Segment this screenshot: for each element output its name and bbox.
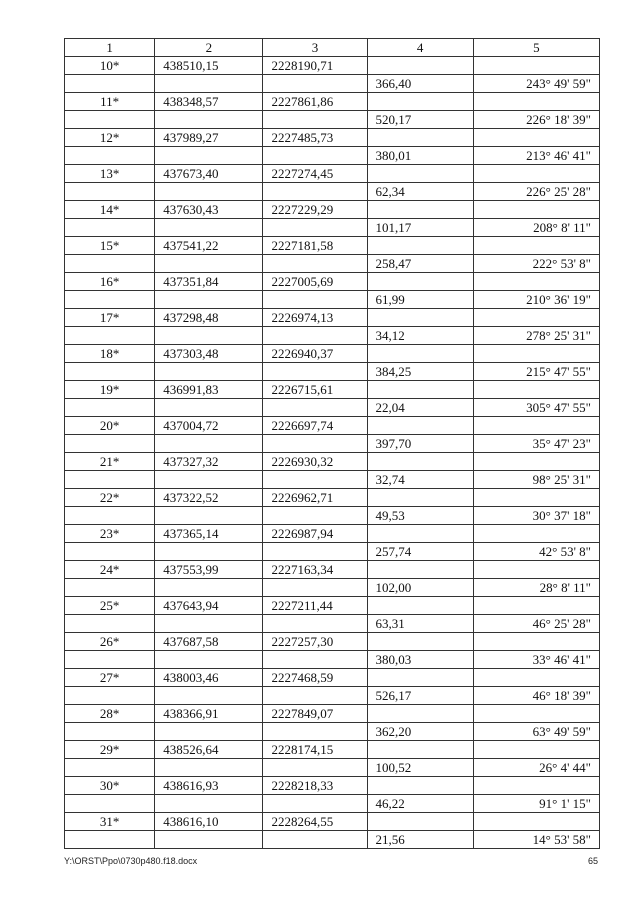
- footer-file-path: Y:\ORST\Ppo\0730p480.f18.docx: [64, 856, 198, 866]
- distance-cell: 61,99: [367, 291, 473, 309]
- table-row-segment: [65, 183, 600, 201]
- empty-cell: [263, 75, 367, 93]
- x-coordinate-cell: 438616,10: [155, 813, 263, 831]
- empty-cell: [155, 147, 263, 165]
- direction-angle-cell: 213° 46' 41": [473, 147, 599, 165]
- empty-cell: [367, 381, 473, 399]
- direction-angle-cell: 98° 25' 31": [473, 471, 599, 489]
- empty-cell: [155, 507, 263, 525]
- empty-cell: [65, 579, 155, 597]
- empty-cell: [155, 75, 263, 93]
- y-coordinate-cell: 2227468,59: [263, 669, 367, 687]
- table-row-segment: [65, 651, 600, 669]
- y-coordinate-cell: 2226962,71: [263, 489, 367, 507]
- table-row-segment: [65, 471, 600, 489]
- table-row-point: [65, 777, 600, 795]
- empty-cell: [155, 291, 263, 309]
- empty-cell: [473, 597, 599, 615]
- distance-cell: 257,74: [367, 543, 473, 561]
- empty-cell: [367, 777, 473, 795]
- point-id-cell: 18*: [65, 345, 155, 363]
- point-id-cell: 16*: [65, 273, 155, 291]
- y-coordinate-cell: 2227229,29: [263, 201, 367, 219]
- empty-cell: [263, 219, 367, 237]
- table-row-point: [65, 345, 600, 363]
- empty-cell: [263, 543, 367, 561]
- y-coordinate-cell: 2226930,32: [263, 453, 367, 471]
- y-coordinate-cell: 2227849,07: [263, 705, 367, 723]
- table-row-point: [65, 669, 600, 687]
- direction-angle-cell: 42° 53' 8": [473, 543, 599, 561]
- y-coordinate-cell: 2227211,44: [263, 597, 367, 615]
- point-id-cell: 15*: [65, 237, 155, 255]
- point-id-cell: 14*: [65, 201, 155, 219]
- empty-cell: [367, 93, 473, 111]
- empty-cell: [367, 669, 473, 687]
- table-row-point: [65, 597, 600, 615]
- table-row-point: [65, 489, 600, 507]
- empty-cell: [367, 165, 473, 183]
- empty-cell: [65, 723, 155, 741]
- point-id-cell: 25*: [65, 597, 155, 615]
- empty-cell: [263, 399, 367, 417]
- empty-cell: [263, 435, 367, 453]
- empty-cell: [65, 183, 155, 201]
- empty-cell: [263, 615, 367, 633]
- direction-angle-cell: 305° 47' 55": [473, 399, 599, 417]
- empty-cell: [473, 777, 599, 795]
- empty-cell: [65, 147, 155, 165]
- empty-cell: [367, 417, 473, 435]
- empty-cell: [367, 489, 473, 507]
- empty-cell: [473, 741, 599, 759]
- table-row-segment: [65, 543, 600, 561]
- x-coordinate-cell: 437989,27: [155, 129, 263, 147]
- table-row-segment: [65, 795, 600, 813]
- empty-cell: [367, 309, 473, 327]
- empty-cell: [155, 363, 263, 381]
- distance-cell: 32,74: [367, 471, 473, 489]
- empty-cell: [65, 435, 155, 453]
- coordinates-table: [64, 38, 600, 849]
- empty-cell: [263, 111, 367, 129]
- direction-angle-cell: 35° 47' 23": [473, 435, 599, 453]
- table-row-point: [65, 417, 600, 435]
- direction-angle-cell: 14° 53' 58": [473, 831, 599, 849]
- empty-cell: [155, 111, 263, 129]
- point-id-cell: 17*: [65, 309, 155, 327]
- empty-cell: [263, 291, 367, 309]
- empty-cell: [263, 831, 367, 849]
- table-row-point: [65, 273, 600, 291]
- table-row-segment: [65, 363, 600, 381]
- x-coordinate-cell: 437687,58: [155, 633, 263, 651]
- point-id-cell: 13*: [65, 165, 155, 183]
- distance-cell: 100,52: [367, 759, 473, 777]
- empty-cell: [473, 489, 599, 507]
- distance-cell: 380,03: [367, 651, 473, 669]
- point-id-cell: 22*: [65, 489, 155, 507]
- table-row-point: [65, 453, 600, 471]
- y-coordinate-cell: 2227257,30: [263, 633, 367, 651]
- y-coordinate-cell: 2226697,74: [263, 417, 367, 435]
- table-row-segment: [65, 327, 600, 345]
- empty-cell: [367, 453, 473, 471]
- point-id-cell: 19*: [65, 381, 155, 399]
- point-id-cell: 11*: [65, 93, 155, 111]
- x-coordinate-cell: 436991,83: [155, 381, 263, 399]
- empty-cell: [65, 291, 155, 309]
- empty-cell: [367, 813, 473, 831]
- empty-cell: [473, 381, 599, 399]
- empty-cell: [473, 201, 599, 219]
- x-coordinate-cell: 437303,48: [155, 345, 263, 363]
- table-row-segment: [65, 255, 600, 273]
- y-coordinate-cell: 2226715,61: [263, 381, 367, 399]
- empty-cell: [473, 813, 599, 831]
- direction-angle-cell: 208° 8' 11": [473, 219, 599, 237]
- empty-cell: [263, 651, 367, 669]
- empty-cell: [367, 345, 473, 363]
- empty-cell: [263, 327, 367, 345]
- y-coordinate-cell: 2228174,15: [263, 741, 367, 759]
- table-row-point: [65, 57, 600, 75]
- table-body: [65, 57, 600, 849]
- table-header: [65, 39, 600, 57]
- point-id-cell: 26*: [65, 633, 155, 651]
- empty-cell: [367, 57, 473, 75]
- empty-cell: [367, 201, 473, 219]
- empty-cell: [263, 795, 367, 813]
- direction-angle-cell: 243° 49' 59": [473, 75, 599, 93]
- empty-cell: [155, 579, 263, 597]
- distance-cell: 101,17: [367, 219, 473, 237]
- empty-cell: [65, 75, 155, 93]
- empty-cell: [473, 273, 599, 291]
- x-coordinate-cell: 438366,91: [155, 705, 263, 723]
- empty-cell: [367, 705, 473, 723]
- empty-cell: [65, 363, 155, 381]
- distance-cell: 366,40: [367, 75, 473, 93]
- table-row-point: [65, 525, 600, 543]
- empty-cell: [65, 831, 155, 849]
- empty-cell: [473, 705, 599, 723]
- point-id-cell: 29*: [65, 741, 155, 759]
- header-col-1: 1: [65, 39, 155, 57]
- table-row-segment: [65, 831, 600, 849]
- direction-angle-cell: 215° 47' 55": [473, 363, 599, 381]
- direction-angle-cell: 91° 1' 15": [473, 795, 599, 813]
- x-coordinate-cell: 437351,84: [155, 273, 263, 291]
- direction-angle-cell: 278° 25' 31": [473, 327, 599, 345]
- empty-cell: [367, 237, 473, 255]
- table-row-segment: [65, 723, 600, 741]
- empty-cell: [155, 471, 263, 489]
- table-row-point: [65, 129, 600, 147]
- distance-cell: 380,01: [367, 147, 473, 165]
- table-row-segment: [65, 399, 600, 417]
- footer-page-number: 65: [587, 856, 598, 866]
- point-id-cell: 24*: [65, 561, 155, 579]
- distance-cell: 520,17: [367, 111, 473, 129]
- distance-cell: 21,56: [367, 831, 473, 849]
- empty-cell: [263, 687, 367, 705]
- table-row-point: [65, 561, 600, 579]
- empty-cell: [65, 651, 155, 669]
- table-row-point: [65, 165, 600, 183]
- point-id-cell: 10*: [65, 57, 155, 75]
- header-col-3: 3: [263, 39, 367, 57]
- table-row-segment: [65, 75, 600, 93]
- table-row-point: [65, 201, 600, 219]
- x-coordinate-cell: 438510,15: [155, 57, 263, 75]
- point-id-cell: 27*: [65, 669, 155, 687]
- empty-cell: [155, 831, 263, 849]
- empty-cell: [155, 615, 263, 633]
- empty-cell: [155, 759, 263, 777]
- distance-cell: 62,34: [367, 183, 473, 201]
- distance-cell: 34,12: [367, 327, 473, 345]
- empty-cell: [65, 507, 155, 525]
- empty-cell: [263, 255, 367, 273]
- y-coordinate-cell: 2227274,45: [263, 165, 367, 183]
- empty-cell: [263, 363, 367, 381]
- table-row-point: [65, 741, 600, 759]
- empty-cell: [367, 129, 473, 147]
- x-coordinate-cell: 438616,93: [155, 777, 263, 795]
- point-id-cell: 30*: [65, 777, 155, 795]
- empty-cell: [473, 129, 599, 147]
- x-coordinate-cell: 437298,48: [155, 309, 263, 327]
- y-coordinate-cell: 2226974,13: [263, 309, 367, 327]
- x-coordinate-cell: 437630,43: [155, 201, 263, 219]
- y-coordinate-cell: 2227861,86: [263, 93, 367, 111]
- empty-cell: [155, 795, 263, 813]
- empty-cell: [367, 597, 473, 615]
- empty-cell: [367, 741, 473, 759]
- x-coordinate-cell: 437541,22: [155, 237, 263, 255]
- empty-cell: [473, 633, 599, 651]
- distance-cell: 102,00: [367, 579, 473, 597]
- empty-cell: [473, 57, 599, 75]
- distance-cell: 384,25: [367, 363, 473, 381]
- empty-cell: [473, 669, 599, 687]
- direction-angle-cell: 46° 18' 39": [473, 687, 599, 705]
- x-coordinate-cell: 437327,32: [155, 453, 263, 471]
- empty-cell: [155, 219, 263, 237]
- empty-cell: [473, 525, 599, 543]
- direction-angle-cell: 222° 53' 8": [473, 255, 599, 273]
- direction-angle-cell: 210° 36' 19": [473, 291, 599, 309]
- y-coordinate-cell: 2226940,37: [263, 345, 367, 363]
- empty-cell: [65, 471, 155, 489]
- y-coordinate-cell: 2227485,73: [263, 129, 367, 147]
- y-coordinate-cell: 2226987,94: [263, 525, 367, 543]
- point-id-cell: 20*: [65, 417, 155, 435]
- x-coordinate-cell: 438003,46: [155, 669, 263, 687]
- empty-cell: [473, 237, 599, 255]
- table-row-segment: [65, 615, 600, 633]
- table-row-segment: [65, 219, 600, 237]
- empty-cell: [155, 651, 263, 669]
- x-coordinate-cell: 437673,40: [155, 165, 263, 183]
- table-row-point: [65, 309, 600, 327]
- distance-cell: 63,31: [367, 615, 473, 633]
- empty-cell: [65, 687, 155, 705]
- y-coordinate-cell: 2227163,34: [263, 561, 367, 579]
- distance-cell: 526,17: [367, 687, 473, 705]
- distance-cell: 49,53: [367, 507, 473, 525]
- direction-angle-cell: 28° 8' 11": [473, 579, 599, 597]
- distance-cell: 22,04: [367, 399, 473, 417]
- x-coordinate-cell: 437365,14: [155, 525, 263, 543]
- empty-cell: [155, 687, 263, 705]
- empty-cell: [65, 327, 155, 345]
- table-row-segment: [65, 687, 600, 705]
- point-id-cell: 31*: [65, 813, 155, 831]
- empty-cell: [263, 507, 367, 525]
- y-coordinate-cell: 2227181,58: [263, 237, 367, 255]
- empty-cell: [155, 723, 263, 741]
- empty-cell: [473, 561, 599, 579]
- header-col-5: 5: [473, 39, 599, 57]
- x-coordinate-cell: 438348,57: [155, 93, 263, 111]
- x-coordinate-cell: 437553,99: [155, 561, 263, 579]
- table-row-point: [65, 705, 600, 723]
- empty-cell: [367, 561, 473, 579]
- empty-cell: [473, 417, 599, 435]
- empty-cell: [473, 345, 599, 363]
- empty-cell: [65, 543, 155, 561]
- distance-cell: 258,47: [367, 255, 473, 273]
- table-row-segment: [65, 291, 600, 309]
- header-col-4: 4: [367, 39, 473, 57]
- empty-cell: [263, 759, 367, 777]
- header-col-2: 2: [155, 39, 263, 57]
- empty-cell: [263, 471, 367, 489]
- y-coordinate-cell: 2228264,55: [263, 813, 367, 831]
- distance-cell: 397,70: [367, 435, 473, 453]
- table-row-point: [65, 237, 600, 255]
- empty-cell: [263, 147, 367, 165]
- empty-cell: [263, 579, 367, 597]
- header-row: [65, 39, 600, 57]
- empty-cell: [155, 183, 263, 201]
- distance-cell: 46,22: [367, 795, 473, 813]
- table-row-point: [65, 93, 600, 111]
- table-row-segment: [65, 579, 600, 597]
- table-row-point: [65, 813, 600, 831]
- table-row-point: [65, 381, 600, 399]
- direction-angle-cell: 226° 25' 28": [473, 183, 599, 201]
- direction-angle-cell: 33° 46' 41": [473, 651, 599, 669]
- empty-cell: [65, 255, 155, 273]
- table-row-point: [65, 633, 600, 651]
- x-coordinate-cell: 437643,94: [155, 597, 263, 615]
- y-coordinate-cell: 2228190,71: [263, 57, 367, 75]
- empty-cell: [263, 723, 367, 741]
- empty-cell: [473, 165, 599, 183]
- direction-angle-cell: 63° 49' 59": [473, 723, 599, 741]
- empty-cell: [155, 543, 263, 561]
- point-id-cell: 21*: [65, 453, 155, 471]
- empty-cell: [155, 435, 263, 453]
- empty-cell: [65, 219, 155, 237]
- table-row-segment: [65, 507, 600, 525]
- empty-cell: [65, 399, 155, 417]
- direction-angle-cell: 226° 18' 39": [473, 111, 599, 129]
- table-row-segment: [65, 759, 600, 777]
- empty-cell: [473, 93, 599, 111]
- empty-cell: [65, 111, 155, 129]
- empty-cell: [263, 183, 367, 201]
- empty-cell: [367, 525, 473, 543]
- direction-angle-cell: 30° 37' 18": [473, 507, 599, 525]
- empty-cell: [155, 255, 263, 273]
- y-coordinate-cell: 2227005,69: [263, 273, 367, 291]
- table-row-segment: [65, 147, 600, 165]
- empty-cell: [65, 615, 155, 633]
- x-coordinate-cell: 437322,52: [155, 489, 263, 507]
- empty-cell: [65, 795, 155, 813]
- table-row-segment: [65, 435, 600, 453]
- x-coordinate-cell: 438526,64: [155, 741, 263, 759]
- empty-cell: [367, 633, 473, 651]
- x-coordinate-cell: 437004,72: [155, 417, 263, 435]
- point-id-cell: 12*: [65, 129, 155, 147]
- distance-cell: 362,20: [367, 723, 473, 741]
- y-coordinate-cell: 2228218,33: [263, 777, 367, 795]
- direction-angle-cell: 46° 25' 28": [473, 615, 599, 633]
- point-id-cell: 28*: [65, 705, 155, 723]
- empty-cell: [65, 759, 155, 777]
- point-id-cell: 23*: [65, 525, 155, 543]
- empty-cell: [155, 399, 263, 417]
- direction-angle-cell: 26° 4' 44": [473, 759, 599, 777]
- empty-cell: [473, 453, 599, 471]
- empty-cell: [473, 309, 599, 327]
- empty-cell: [155, 327, 263, 345]
- empty-cell: [367, 273, 473, 291]
- table-row-segment: [65, 111, 600, 129]
